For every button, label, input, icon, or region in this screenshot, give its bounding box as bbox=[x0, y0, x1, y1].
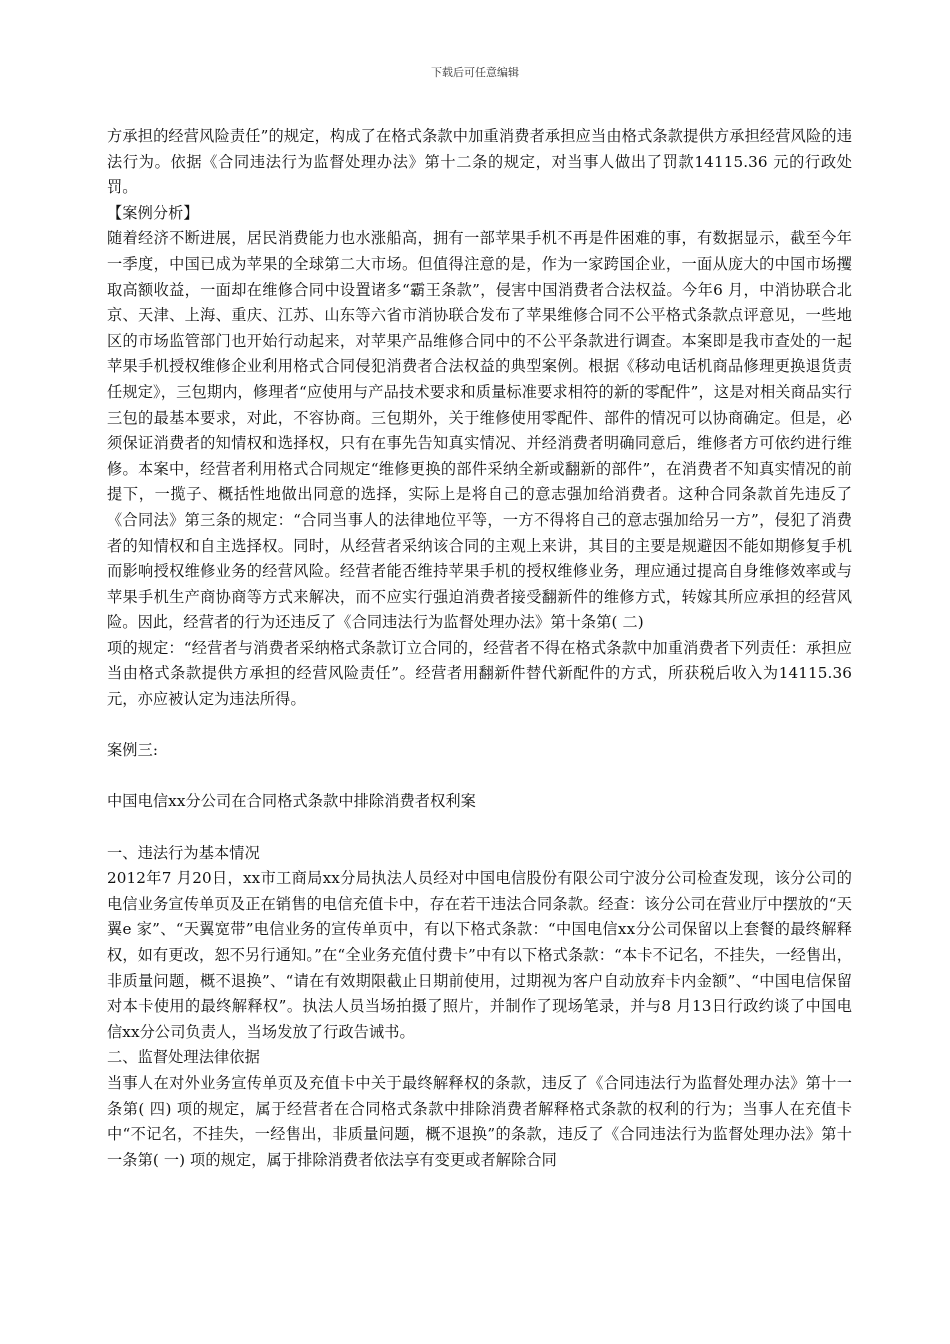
page-header: 下载后可任意编辑 bbox=[431, 66, 519, 79]
section-heading: 二、监督处理法律依据 bbox=[107, 1048, 260, 1067]
spacer bbox=[107, 713, 852, 739]
case-title: 中国电信xx分公司在合同格式条款中排除消费者权利案 bbox=[107, 792, 476, 811]
spacer bbox=[107, 815, 852, 841]
spacer bbox=[107, 764, 852, 790]
section-heading: 一、违法行为基本情况 bbox=[107, 843, 260, 862]
paragraph: 2012年7 月20日，xx市工商局xx分局执法人员经对中国电信股份有限公司宁波分公司检查发现，该分公司的电信业务宣传单页及正在销售的电信充值卡中，存在若干违法合同条款。经查：该分公司在营业厅中摆放的“天翼e 家”、“天翼宽带”电信业务的宣传单页中，有以下格式条款：“中国电信xx分公司保留以上套餐的最终解释权，如有更改，恕不另行通知。”在“全业务充值付费卡”中有以下格式条款：“本卡不记名，不挂失，一经售出，非质量问题，概不退换”、“请在有效期限截止日期前使用，过期视为客户自动放弃卡内金额”、“中国电信保留对本卡使用的最终解释权”。执法人员当场拍摄了照片，并制作了现场笔录，并与8 月13日行政约谈了中国电信xx分公司负责人，当场发放了行政告诫书。 bbox=[107, 869, 852, 1041]
section-heading: 【案例分析】 bbox=[107, 203, 199, 222]
case-label: 案例三: bbox=[107, 741, 159, 760]
paragraph: 当事人在对外业务宣传单页及充值卡中关于最终解释权的条款，违反了《合同违法行为监督处理办法》第十一条第( 四) 项的规定，属于经营者在合同格式条款中排除消费者解释格式条款的权利的行为；当事人在充值卡中“不记名，不挂失，一经售出，非质量问题，概不退换”的条款，违反了《合同违法行为监督处理办法》第十一条第( 一) 项的规定，属于排除消费者依法享有变更或者解除合同 bbox=[107, 1073, 852, 1169]
paragraph: 项的规定：“经营者与消费者采纳格式条款订立合同的，经营者不得在格式条款中加重消费者下列责任：承担应当由格式条款提供方承担的经营风险责任”。经营者用翻新件替代新配件的方式，所获税后收入为14115.36 元，亦应被认定为违法所得。 bbox=[107, 638, 852, 709]
paragraph: 随着经济不断进展，居民消费能力也水涨船高，拥有一部苹果手机不再是件困难的事，有数据显示，截至今年一季度，中国已成为苹果的全球第二大市场。但值得注意的是，作为一家跨国企业，一面从庞大的中国市场攫取高额收益，一面却在维修合同中设置诸多“霸王条款”，侵害中国消费者合法权益。今年6 月，中消协联合北京、天津、上海、重庆、江苏、山东等六省市消协联合发布了苹果维修合同不公平格式条款点评意见，一些地区的市场监管部门也开始行动起来，对苹果产品维修合同中的不公平条款进行调查。本案即是我市查处的一起苹果手机授权维修企业利用格式合同侵犯消费者合法权益的典型案例。根据《移动电话机商品修理更换退货责任规定》，三包期内，修理者“应使用与产品技术要求和质量标准要求相符的新的零配件”，这是对相关商品实行三包的最基本要求，对此，不容协商。三包期外，关于维修使用零配件、部件的情况可以协商确定。但是，必须保证消费者的知情权和选择权，只有在事先告知真实情况、并经消费者明确同意后，维修者方可依约进行维修。本案中，经营者利用格式合同规定“维修更换的部件采纳全新或翻新的部件”，在消费者不知真实情况的前提下，一揽子、概括性地做出同意的选择，实际上是将自己的意志强加给消费者。这种合同条款首先违反了《合同法》第三条的规定：“合同当事人的法律地位平等，一方不得将自己的意志强加给另一方”，侵犯了消费者的知情权和自主选择权。同时，从经营者采纳该合同的主观上来讲，其目的主要是规避因不能如期修复手机而影响授权维修业务的经营风险。经营者能否维持苹果手机的授权维修业务，理应通过提高自身维修效率或与苹果手机生产商协商等方式来解决，而不应实行强迫消费者接受翻新件的维修方式，转嫁其所应承担的经营风险。因此，经营者的行为还违反了《合同违法行为监督处理办法》第十条第( 二) bbox=[107, 229, 852, 632]
paragraph: 方承担的经营风险责任”的规定，构成了在格式条款中加重消费者承担应当由格式条款提供方承担经营风险的违法行为。依据《合同违法行为监督处理办法》第十二条的规定，对当事人做出了罚款14115.36 元的行政处罚。 bbox=[107, 127, 852, 197]
document-body bbox=[107, 124, 852, 1173]
